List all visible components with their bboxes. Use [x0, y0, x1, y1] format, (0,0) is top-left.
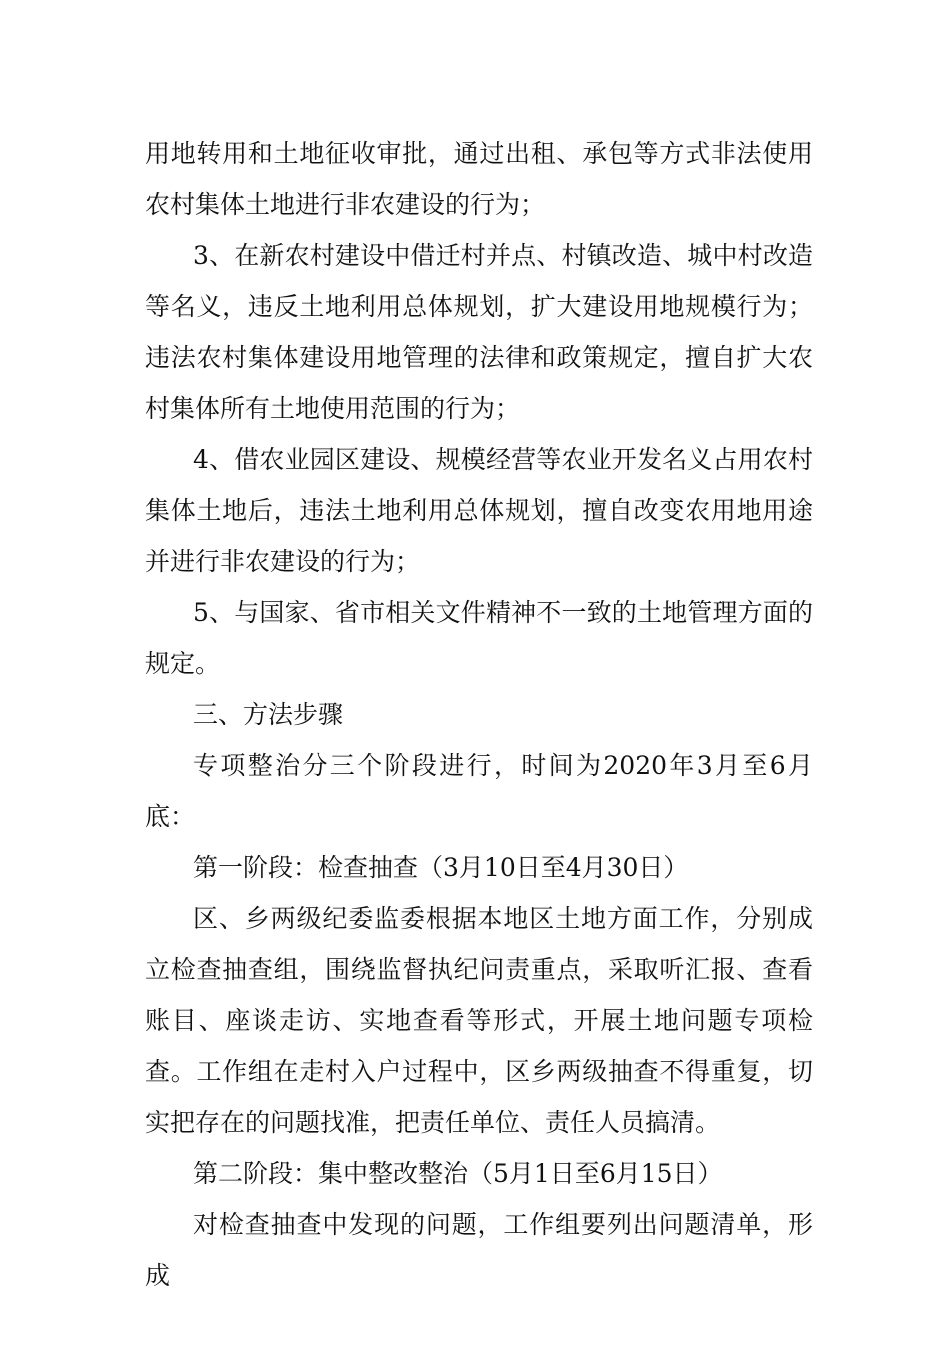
paragraph-stage-two-body: 对检查抽查中发现的问题，工作组要列出问题清单，形成: [145, 1210, 813, 1290]
paragraph-item-4: 4、借农业园区建设、规模经营等农业开发名义占用农村集体土地后，违法土地利用总体规划，擅自改变农用地用途并进行非农建设的行为；: [145, 445, 813, 576]
paragraph-schedule-overview: 专项整治分三个阶段进行，时间为2020年3月至6月底：: [145, 751, 813, 831]
document-body: [145, 128, 813, 1301]
paragraph-item-3: 3、在新农村建设中借迁村并点、村镇改造、城中村改造等名义，违反土地利用总体规划，扩大建设用地规模行为；违法农村集体建设用地管理的法律和政策规定，擅自扩大农村集体所有土地使用范围的行为；: [145, 241, 813, 423]
stage-two-heading: 第二阶段：集中整改整治（5月1日至6月15日）: [193, 1159, 723, 1188]
paragraph-item-5: 5、与国家、省市相关文件精神不一致的土地管理方面的规定。: [145, 598, 813, 678]
stage-one-heading: 第一阶段：检查抽查（3月10日至4月30日）: [193, 853, 689, 882]
section-heading-methods: 三、方法步骤: [193, 700, 344, 729]
paragraph-continuation: 用地转用和土地征收审批，通过出租、承包等方式非法使用农村集体土地进行非农建设的行为；: [145, 139, 813, 219]
paragraph-stage-one-body: 区、乡两级纪委监委根据本地区土地方面工作，分别成立检查抽查组，围绕监督执纪问责重点，采取听汇报、查看账目、座谈走访、实地查看等形式，开展土地问题专项检查。工作组在走村入户过程中，区乡两级抽查不得重复，切实把存在的问题找准，把责任单位、责任人员搞清。: [145, 904, 813, 1137]
